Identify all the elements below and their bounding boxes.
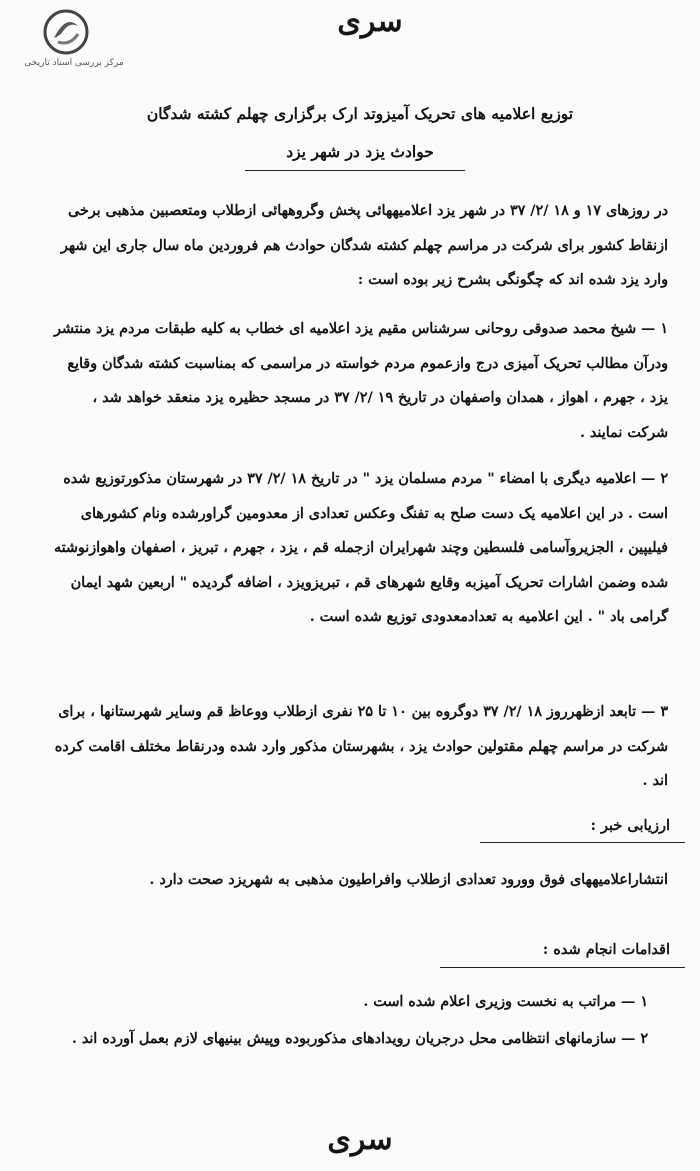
assessment-underline (480, 842, 685, 843)
assessment-heading: ارزیابی خبر : (590, 817, 670, 834)
action-item-2: ۲ — سازمانهای انتظامی محل درجریان رویدادهای مذکوربوده وپیش بینیهای لازم بعمل آورده اند . (71, 1031, 648, 1047)
subtitle-underline (245, 170, 465, 171)
archive-logo (14, 8, 134, 72)
archive-seal-icon (42, 8, 90, 56)
classification-top: سری (337, 4, 403, 39)
actions-underline (440, 967, 685, 968)
action-item-1: ۱ — مراتب به نخست وزیری اعلام شده است . (363, 994, 648, 1010)
archive-logo-text: مرکز بررسی اسناد تاریخی (24, 58, 124, 68)
document-subtitle: حوادث یزد در شهر یزد (286, 142, 434, 161)
intro-paragraph: در روزهای ۱۷ و ۱۸ /۲/ ۳۷ در شهر یزد اعلامیههائی پخش وگروههائی ازطلاب ومتعصبین مذهبی برخی ازنقاط کشور برای شرکت در مراسم چهلم کشته شدگان حوادث هم فروردین ماه سال جاری این شهر وارد یزد شده اند که چگونگی بشرح زیر بوده است : (60, 203, 668, 288)
report-item-3: ۳ — تابعد ازظهرروز ۱۸ /۲/ ۳۷ دوگروه بین ۱۰ تا ۲۵ نفری ازطلاب ووعاظ قم وسایر شهرستانها ، برای شرکت در مراسم چهلم مقتولین حوادث یزد ، بشهرستان مذکور وارد شده ودرنقاط مختلف اقامت کرده اند . (54, 704, 668, 789)
document-title: توزیع اعلامیه های تحریک آمیزوتد ارک برگزاری چهلم کشته شدگان (146, 104, 574, 123)
assessment-text: انتشاراعلامیههای فوق وورود تعدادی ازطلاب وافراطیون مذهبی به شهریزد صحت دارد . (149, 872, 668, 888)
report-item-1: ۱ — شیخ محمد صدوقی روحانی سرشناس مقیم یزد اعلامیه ای خطاب به کلیه طبقات مردم یزد منتشر ودرآن مطالب تحریک آمیزی درج وازعموم مردم خواسته در مراسمی که بمناسبت کشته شدگان وقایع یزد ، جهرم ، اهواز ، همدان واصفهان در تاریخ ۱۹ /۲/ ۳۷ در مسجد حظیره یزد منعقد خواهد شد ، شرکت نمایند . (54, 321, 668, 441)
report-item-2: ۲ — اعلامیه دیگری با امضاء " مردم مسلمان یزد " در تاریخ ۱۸ /۲/ ۳۷ در شهرستان مذکورتوزیع شده است . در این اعلامیه یک دست صلح به تفنگ وعکس تعدادی از معدومین گراورشده ونام کشورهای فیلیپین ، الجزیروآسامی فلسطین وچند شهرایران ازجمله قم ، یزد ، جهرم ، تبریز ، اصفهان واهوازنوشته شده وضمن اشارات تحریک آمیزبه وقایع شهرهای قم ، تبریزویزد ، اضافه گردیده " اربعین شهد ایمان گرامی باد " . این اعلامیه به تعدادمعدودی توزیع شده است . (53, 471, 668, 625)
actions-heading: اقدامات انجام شده : (542, 941, 670, 958)
classification-bottom: سری (327, 1122, 393, 1157)
